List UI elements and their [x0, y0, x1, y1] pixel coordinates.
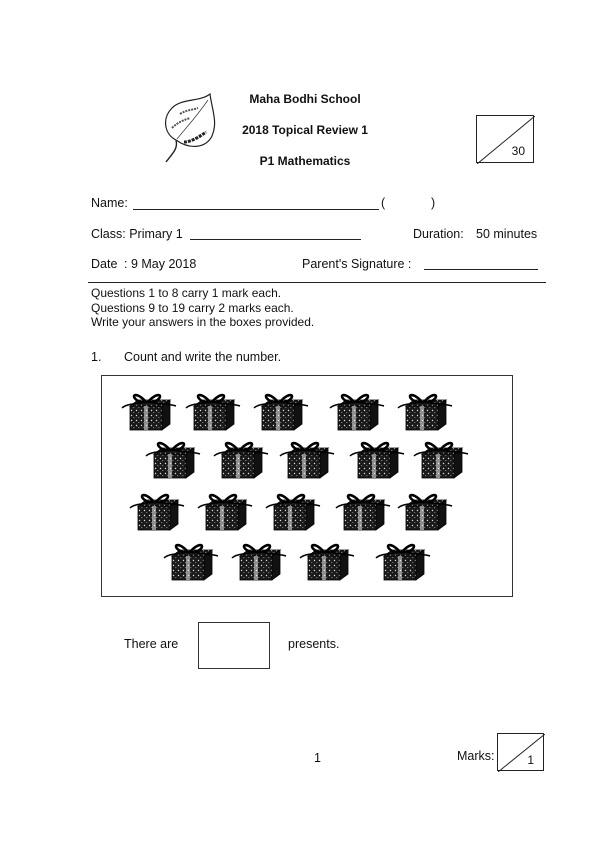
duration-label: Duration: — [413, 227, 464, 241]
class-line[interactable] — [190, 239, 361, 240]
header-divider — [88, 282, 546, 283]
signature-label: Parent's Signature : — [302, 257, 412, 271]
question-text: Count and write the number. — [124, 350, 282, 364]
present-icon — [398, 395, 452, 430]
present-icon — [398, 495, 452, 530]
present-icon — [198, 495, 252, 530]
present-icon — [350, 443, 404, 478]
class-label: Class: Primary 1 — [91, 227, 183, 241]
presents-illustration — [102, 376, 512, 596]
present-icon — [300, 545, 354, 580]
question-number: 1. — [91, 350, 102, 364]
present-icon — [254, 395, 308, 430]
school-name: Maha Bodhi School — [249, 92, 361, 106]
signature-line[interactable] — [424, 269, 538, 270]
name-line[interactable] — [133, 209, 379, 210]
present-icon — [122, 395, 176, 430]
present-icon — [280, 443, 334, 478]
instruction-1: Questions 1 to 8 carry 1 mark each. — [91, 286, 282, 300]
marks-value: 1 — [527, 753, 534, 767]
present-icon — [146, 443, 200, 478]
answer-prefix: There are — [124, 637, 179, 651]
date-label: Date — [91, 257, 118, 271]
present-icon — [164, 545, 218, 580]
present-icon — [414, 443, 468, 478]
present-icon — [376, 545, 430, 580]
marks-box — [497, 733, 544, 771]
index-paren-close: ) — [431, 196, 436, 210]
presents-picture-frame — [101, 375, 513, 597]
total-score-box — [476, 115, 534, 163]
present-icon — [186, 395, 240, 430]
present-icon — [266, 495, 320, 530]
name-label: Name: — [91, 196, 128, 210]
index-paren-open: ( — [381, 196, 386, 210]
present-icon — [336, 495, 390, 530]
instruction-3: Write your answers in the boxes provided. — [91, 315, 315, 329]
answer-suffix: presents. — [288, 637, 340, 651]
present-icon — [330, 395, 384, 430]
present-icon — [130, 495, 184, 530]
date-value: : 9 May 2018 — [124, 257, 197, 271]
subject-title: P1 Mathematics — [259, 154, 351, 168]
review-title: 2018 Topical Review 1 — [242, 123, 368, 137]
present-icon — [214, 443, 268, 478]
answer-box[interactable] — [198, 622, 270, 669]
total-marks: 30 — [511, 144, 525, 158]
present-icon — [232, 545, 286, 580]
page-number: 1 — [314, 751, 321, 765]
instruction-2: Questions 9 to 19 carry 2 marks each. — [91, 301, 294, 315]
duration-value: 50 minutes — [476, 227, 538, 241]
marks-label: Marks: — [457, 749, 495, 763]
